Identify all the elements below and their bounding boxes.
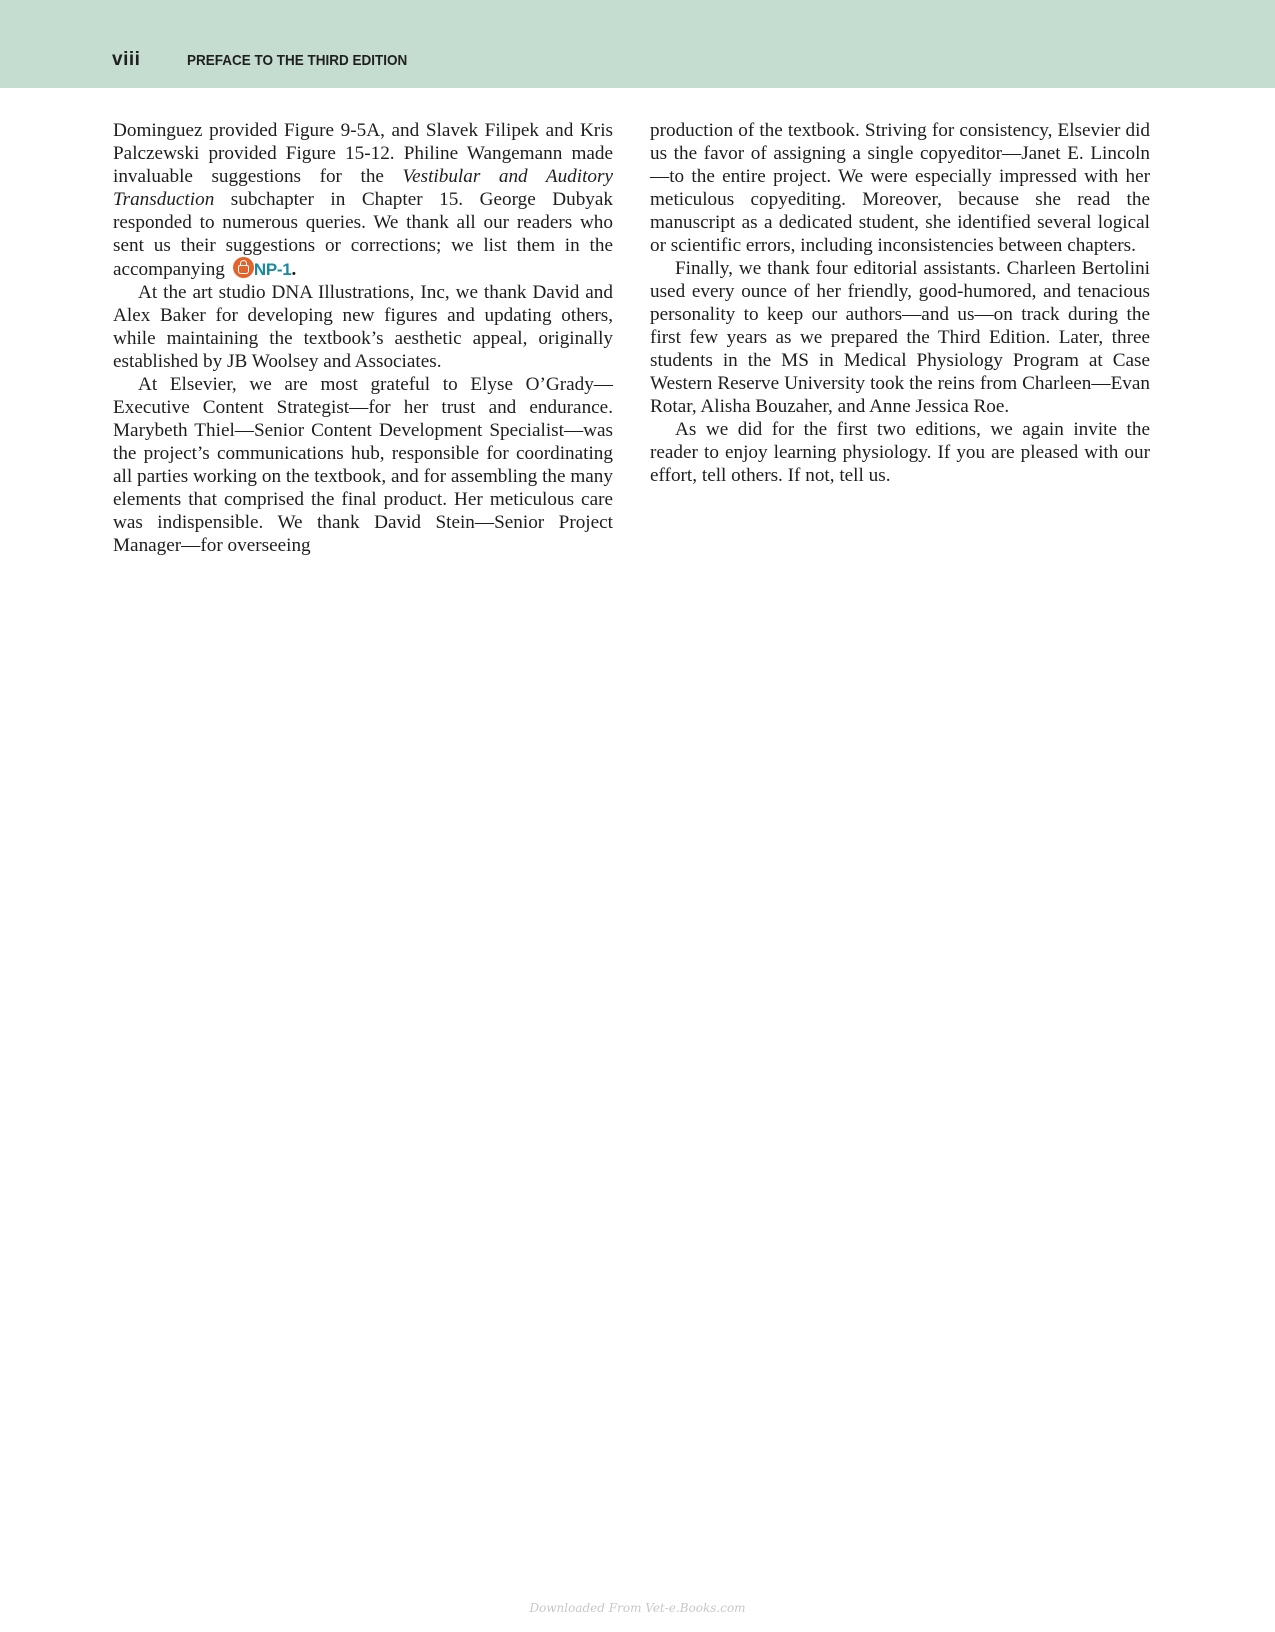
period: .: [291, 259, 297, 280]
paragraph: At Elsevier, we are most grateful to Elyse O’Grady—Executive Content Strategist—for her trust and endurance. Marybeth Thiel—Senior Content Development Specialist—was the project’s communications hub, responsible for coordinating all parties working on the textbook, and for assembling the many elements that comprised the final product. Her meticulous care was indispensible. We thank David Stein—Senior Project Manager—for overseeing: [113, 374, 613, 556]
left-column: [113, 119, 613, 557]
paragraph-text: Dominguez provided Figure 9-5A, and Slavek Filipek and Kris Palczewski provided Figure 15-12. Philine Wangemann made invaluable suggestions for the: [113, 120, 613, 187]
paragraph: [113, 119, 613, 281]
lock-icon: [233, 257, 254, 278]
watermark: Downloaded From Vet-e.Books.com: [529, 1601, 746, 1615]
paragraph: At the art studio DNA Illustrations, Inc, we thank David and Alex Baker for developing new figures and updating others, while maintaining the textbook’s aesthetic appeal, originally established by JB Woolsey and Associates.: [113, 282, 613, 372]
paragraph: As we did for the first two editions, we again invite the reader to enjoy learning physiology. If you are pleased with our effort, tell others. If not, tell us.: [650, 419, 1150, 486]
running-head: PREFACE TO THE THIRD EDITION: [187, 52, 408, 69]
page-number: viii: [112, 49, 141, 70]
paragraph-text: subchapter in Chapter 15. George Dubyak responded to numerous queries. We thank all our readers who sent us their suggestions or corrections; we list them in the accompanying: [113, 189, 613, 280]
np-1-link[interactable]: NP-1: [253, 260, 292, 279]
paragraph: production of the textbook. Striving for consistency, Elsevier did us the favor of assigning a single copyeditor—Janet E. Lincoln—to the entire project. We were especially impressed with her meticulous copyediting. Moreover, because she read the manuscript as a dedicated student, she identified several logical or scientific errors, including inconsistencies between chapters.: [650, 120, 1150, 256]
right-column: [650, 119, 1150, 487]
header-band: [0, 0, 1275, 88]
paragraph: Finally, we thank four editorial assistants. Charleen Bertolini used every ounce of her friendly, good-humored, and tenacious personality to keep our authors—and us—on track during the first few years as we prepared the Third Edition. Later, three students in the MS in Medical Physiology Program at Case Western Reserve University took the reins from Charleen—Evan Rotar, Alisha Bouzaher, and Anne Jessica Roe.: [650, 258, 1150, 417]
italic-subchapter-title: Vestibular and Auditory Transduction: [113, 166, 614, 210]
